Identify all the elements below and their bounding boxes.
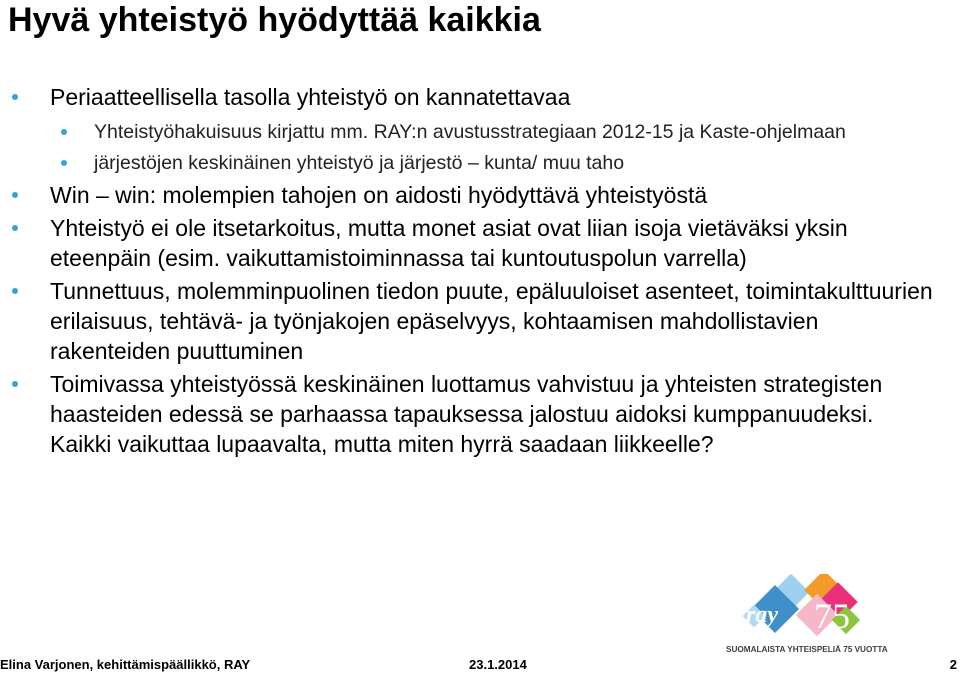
sub-bullet-item-1 xyxy=(0,118,960,146)
bullet-list xyxy=(0,82,960,459)
page-number: 2 xyxy=(949,657,957,672)
bullet-dot-icon xyxy=(61,160,67,166)
bullet-item-2 xyxy=(0,180,960,210)
bullet-dot-icon xyxy=(12,192,18,198)
bullet-dot-icon xyxy=(12,94,18,100)
slide-title: Hyvä yhteistyö hyödyttää kaikkia xyxy=(8,1,541,39)
bullet-text: Periaatteellisella tasolla yhteistyö on kannatettavaa xyxy=(50,84,571,110)
bullet-text: Win – win: molempien tahojen on aidosti hyödyttävä yhteistyöstä xyxy=(50,182,708,208)
bullet-text: järjestöjen keskinäinen yhteistyö ja järjestö – kunta/ muu taho xyxy=(94,152,625,174)
bullet-item-5 xyxy=(0,369,960,459)
logo-tagline: SUOMALAISTA YHTEISPELIÄ 75 VUOTTA xyxy=(726,645,888,654)
bullet-dot-icon xyxy=(61,129,67,135)
logo-number-text: 75 xyxy=(814,596,850,636)
bullet-text: Toimivassa yhteistyössä keskinäinen luottamus vahvistuu ja yhteisten strategisten haasteiden edessä se parhaassa tapauksessa jalostuu aidoksi kumppanuudeksi. Kaikki vaikuttaa lupaavalta, mutta miten hyrrä saadaan liikkeelle? xyxy=(50,371,883,457)
ray-75-logo-graphic xyxy=(718,574,954,656)
bullet-item-1 xyxy=(0,82,960,112)
bullet-text: Yhteistyöhakuisuus kirjattu mm. RAY:n avustusstrategiaan 2012-15 ja Kaste-ohjelmaan xyxy=(94,121,846,143)
ray-75-logo xyxy=(718,574,954,656)
bullet-item-3 xyxy=(0,213,960,273)
bullet-text: Yhteistyö ei ole itsetarkoitus, mutta monet asiat ovat liian isoja vietäväksi yksin eteenpäin (esim. vaikuttamistoiminnassa tai kuntoutuspolun varrella) xyxy=(50,215,848,271)
bullet-dot-icon xyxy=(12,381,18,387)
bullet-dot-icon xyxy=(12,225,18,231)
bullet-text: Tunnettuus, molemminpuolinen tiedon puute, epäluuloiset asenteet, toimintakulttuurien erilaisuus, tehtävä- ja työnjakojen epäselvyys, kohtaamisen mahdollistavien rakenteiden puuttuminen xyxy=(50,278,933,364)
bullet-dot-icon xyxy=(12,288,18,294)
footer-author: Elina Varjonen, kehittämispäällikkö, RAY xyxy=(0,657,251,672)
sub-bullet-item-2 xyxy=(0,149,960,177)
logo-ray-text: ray xyxy=(746,602,778,628)
bullet-item-4 xyxy=(0,276,960,366)
footer-date: 23.1.2014 xyxy=(469,657,527,672)
